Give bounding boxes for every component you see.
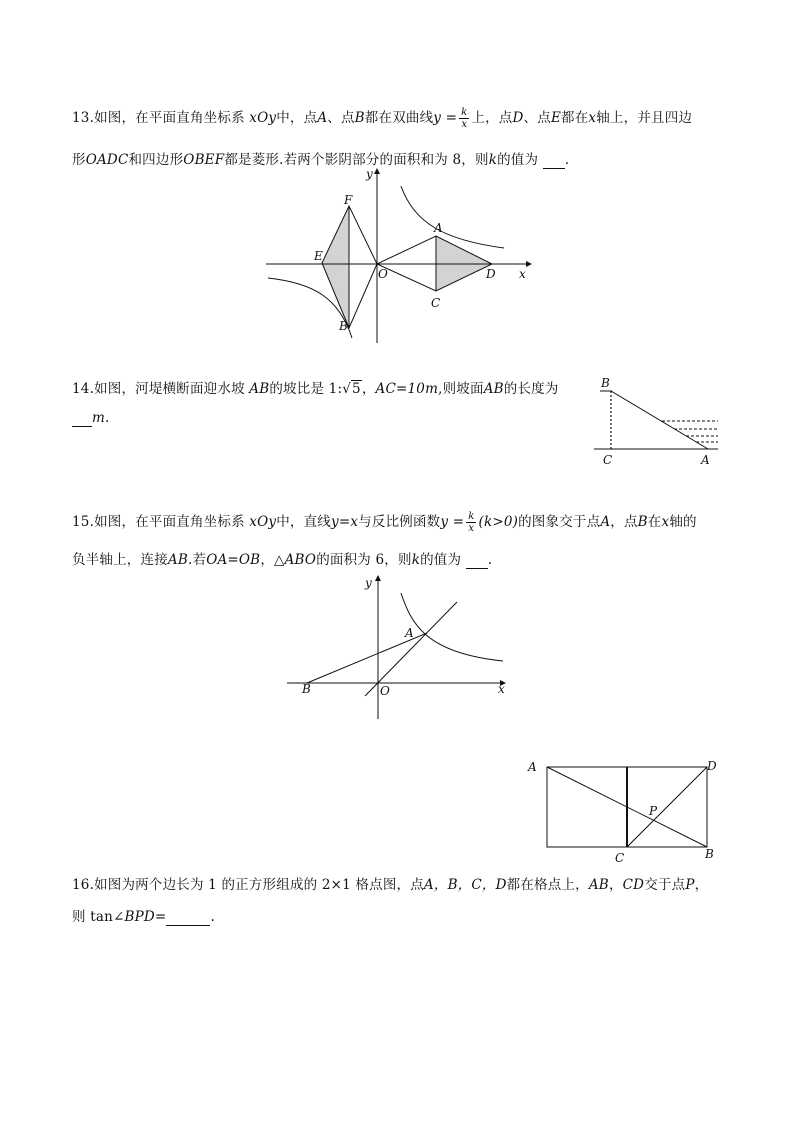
q13-point-a: A: [317, 110, 328, 126]
q16-label-p: P: [649, 804, 658, 818]
q13-hyperbola-right: [401, 186, 504, 248]
q15-number: 15.: [72, 514, 95, 530]
q13-xoy: xOy: [249, 110, 277, 126]
q15-hyperbola: [401, 593, 503, 661]
q15-y-equals: y =: [440, 514, 465, 530]
q14-number: 14.: [72, 381, 95, 397]
q13-text: 如图，在平面直角坐标系: [94, 110, 245, 126]
q16-text: 则 tan∠: [72, 909, 125, 925]
q14-m: m: [425, 381, 439, 397]
q14-text: ，: [361, 381, 376, 397]
frac-num: k: [468, 511, 475, 522]
q14-label-c: C: [603, 453, 613, 467]
q15-abo: ABO: [284, 552, 317, 568]
q16-line-1: [72, 873, 708, 893]
q14-ac: AC=10: [375, 381, 426, 397]
q16-label-c: C: [615, 851, 625, 865]
q16-period: .: [210, 909, 215, 925]
q13-label-o: O: [378, 267, 388, 281]
q16-figure: [525, 756, 725, 866]
q16-text: =: [154, 909, 167, 925]
q13-period: .: [564, 152, 570, 168]
q13-label-x: x: [519, 267, 526, 281]
q13-label-f: F: [344, 193, 353, 207]
q15-y-arrow: [375, 575, 381, 581]
q13-obef: OBEF: [183, 152, 225, 168]
q16-segment-cd: [627, 767, 707, 847]
q16-label-d: D: [707, 759, 717, 773]
q15-text: 在: [647, 514, 662, 530]
q15-label-x: x: [498, 682, 505, 696]
q13-number: 13.: [72, 110, 95, 126]
q15-text: 轴的: [669, 514, 697, 530]
q14-label-b: B: [601, 376, 610, 390]
q13-text: 、点: [523, 110, 551, 126]
q13-text: 的值为: [497, 152, 539, 168]
q16-text: 交于点: [644, 877, 686, 893]
q13-text: 、点: [327, 110, 355, 126]
q15-ab: AB: [167, 552, 188, 568]
q15-k: k: [411, 552, 421, 568]
q15-figure: [285, 573, 515, 721]
q13-text: 和四边形: [128, 152, 184, 168]
q14-sqrt-value: 5: [352, 381, 361, 397]
q16-text: ，: [694, 877, 709, 893]
q15-text: ，△: [260, 552, 285, 568]
q13-text: 轴上，并且四边: [596, 110, 693, 126]
q14-text: 如图，河堤横断面迎水坡: [94, 381, 245, 397]
q15-label-b: B: [302, 682, 311, 696]
q13-label-c: C: [431, 296, 441, 310]
q15-label-a: A: [405, 626, 414, 640]
q13-text: 都在双曲线: [364, 110, 434, 126]
q15-point-a: A: [600, 514, 611, 530]
q13-label-e: E: [314, 249, 323, 263]
q15-oa-ob: OA=OB: [206, 552, 261, 568]
q15-text: 的图象交于点: [518, 514, 601, 530]
q15-text: ，点: [610, 514, 638, 530]
q13-label-b: B: [339, 319, 348, 333]
q15-line-2: [72, 548, 492, 569]
q13-k: k: [488, 152, 498, 168]
q14-label-a: A: [701, 453, 710, 467]
q15-label-y: y: [365, 576, 372, 590]
q16-text: 如图为两个边长为 1 的正方形组成的 2×1 格点图，点: [94, 877, 424, 893]
q13-text: 都在: [561, 110, 589, 126]
q15-xoy: xOy: [249, 514, 277, 530]
q16-label-b: B: [705, 847, 714, 861]
q13-x-arrow: [526, 261, 532, 267]
q14-text: 的长度为: [503, 381, 559, 397]
q15-text: 与反比例函数: [358, 514, 441, 530]
q15-condition: (k>0): [478, 514, 519, 530]
q15-segment-ab: [307, 633, 427, 683]
q15-label-o: O: [380, 684, 390, 698]
q13-y-equals: y =: [433, 110, 458, 126]
q13-line-1: [72, 106, 692, 130]
q16-label-a: A: [528, 760, 537, 774]
q16-point-p: P: [685, 877, 695, 893]
q13-text: 形: [72, 152, 86, 168]
q13-shade-left: [322, 206, 349, 328]
q14-ab: AB: [249, 381, 270, 397]
frac-den: x: [468, 523, 475, 534]
q13-line-2: [72, 148, 569, 169]
q13-answer-blank[interactable]: [543, 152, 565, 169]
q15-period: .: [487, 552, 493, 568]
q14-unit: m.: [92, 410, 110, 426]
q16-text: ，: [608, 877, 623, 893]
q15-text: .若: [187, 552, 207, 568]
q16-ab: AB: [588, 877, 609, 893]
q15-answer-blank[interactable]: [466, 552, 488, 569]
q13-label-d: D: [486, 267, 496, 281]
q15-point-b: B: [637, 514, 648, 530]
q15-text: 负半轴上，连接: [72, 552, 168, 568]
q15-fraction: [466, 511, 476, 534]
q15-text: 中，直线: [276, 514, 332, 530]
q13-figure: [264, 168, 534, 343]
q16-number: 16.: [72, 877, 95, 893]
q14-slope-ab: [611, 391, 708, 449]
q14-figure: [594, 375, 724, 467]
q13-y-arrow: [374, 168, 380, 174]
q13-point-d: D: [512, 110, 524, 126]
q16-bpd: BPD: [124, 909, 155, 925]
q13-text: 都是菱形.若两个影阴部分的面积和为 8，则: [224, 152, 489, 168]
q15-line-1: [72, 510, 697, 534]
q16-answer-blank[interactable]: [166, 909, 210, 926]
q14-answer-blank[interactable]: [72, 410, 92, 427]
q14-line-2: [72, 410, 110, 427]
q13-x: x: [588, 110, 597, 126]
q14-ab: AB: [483, 381, 504, 397]
q14-text: 的坡比是 1:: [269, 381, 343, 397]
q13-point-b: B: [354, 110, 365, 126]
q14-line-1: [72, 377, 559, 397]
q16-text: 都在格点上，: [506, 877, 589, 893]
q13-oadc: OADC: [85, 152, 129, 168]
q15-text: 如图，在平面直角坐标系: [94, 514, 245, 530]
q15-text: 的面积为 6，则: [316, 552, 412, 568]
q14-text: ,则坡面: [438, 381, 484, 397]
q16-line-2: [72, 905, 215, 926]
q15-line-eq: y=x: [331, 514, 359, 530]
q15-text: 的值为: [420, 552, 462, 568]
q16-points: A，B，C，D: [423, 877, 507, 893]
q13-point-e: E: [550, 110, 562, 126]
q13-text: 上，点: [471, 110, 513, 126]
q13-label-a: A: [434, 221, 443, 235]
q13-label-y: y: [366, 167, 373, 181]
frac-num: k: [461, 107, 468, 118]
frac-den: x: [461, 119, 468, 130]
q16-cd: CD: [622, 877, 645, 893]
q15-x: x: [661, 514, 670, 530]
q13-fraction: [459, 107, 469, 130]
q13-text: 中，点: [276, 110, 318, 126]
q14-sqrt: √5: [342, 381, 361, 397]
